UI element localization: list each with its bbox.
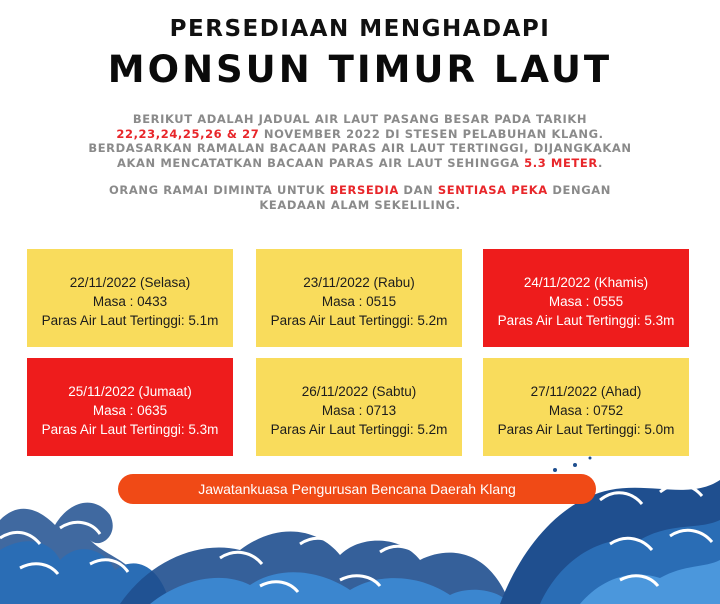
card-level: Paras Air Laut Tertinggi: 5.0m	[497, 422, 675, 437]
intro-line-4: AKAN MENCATATKAN BACAAN PARAS AIR LAUT SEHINGGA	[117, 155, 525, 170]
intro-line-2: NOVEMBER 2022 DI STESEN PELABUHAN KLANG.	[259, 126, 604, 141]
notice-line-2: KEADAAN ALAM SEKELILING.	[259, 197, 461, 212]
card-date: 23/11/2022 (Rabu)	[303, 275, 415, 290]
title-line-1: PERSEDIAAN MENGHADAPI	[169, 16, 551, 42]
card-level: Paras Air Laut Tertinggi: 5.2m	[270, 313, 448, 328]
title-line-2: MONSUN TIMUR LAUT	[107, 48, 613, 91]
card-date: 25/11/2022 (Jumaat)	[68, 384, 192, 399]
notice-post: DENGAN	[547, 183, 611, 197]
notice-word-bersedia: BERSEDIA	[329, 183, 399, 197]
intro-text	[60, 112, 660, 170]
card-time: Masa : 0515	[321, 294, 397, 309]
wave-spray-dot	[573, 463, 577, 467]
card-level: Paras Air Laut Tertinggi: 5.3m	[41, 422, 219, 437]
intro-line-1: BERIKUT ADALAH JADUAL AIR LAUT PASANG BESAR PADA TARIKH	[132, 112, 588, 126]
tide-card-24	[483, 249, 689, 347]
wave-spray-dot	[553, 468, 557, 472]
card-time: Masa : 0433	[92, 294, 168, 309]
footer-committee-banner: Jawatankuasa Pengurusan Bencana Daerah Klang	[118, 474, 596, 504]
intro-max-level: 5.3 METER	[524, 155, 599, 170]
intro-dates: 22,23,24,25,26 & 27	[116, 126, 260, 141]
card-time: Masa : 0555	[548, 294, 624, 309]
card-time: Masa : 0713	[321, 403, 397, 418]
card-level: Paras Air Laut Tertinggi: 5.2m	[270, 422, 448, 437]
card-date: 22/11/2022 (Selasa)	[69, 275, 191, 290]
intro-line-4-end: .	[598, 155, 603, 170]
card-level: Paras Air Laut Tertinggi: 5.3m	[497, 313, 675, 328]
card-date: 27/11/2022 (Ahad)	[530, 384, 642, 399]
tide-card-23	[256, 249, 462, 347]
card-level: Paras Air Laut Tertinggi: 5.1m	[41, 313, 219, 328]
card-date: 26/11/2022 (Sabtu)	[301, 384, 417, 399]
notice-pre: ORANG RAMAI DIMINTA UNTUK	[109, 183, 330, 197]
card-date: 24/11/2022 (Khamis)	[523, 275, 649, 290]
card-time: Masa : 0752	[548, 403, 624, 418]
tide-card-22	[27, 249, 233, 347]
card-time: Masa : 0635	[92, 403, 168, 418]
wave-illustration	[0, 440, 720, 604]
notice-text	[60, 183, 660, 212]
wave-spray-dot	[589, 457, 592, 460]
notice-mid: DAN	[398, 183, 438, 197]
notice-word-peka: SENTIASA PEKA	[437, 183, 548, 197]
intro-line-3: BERDASARKAN RAMALAN BACAAN PARAS AIR LAUT TERTINGGI, DIJANGKAKAN	[88, 141, 632, 155]
